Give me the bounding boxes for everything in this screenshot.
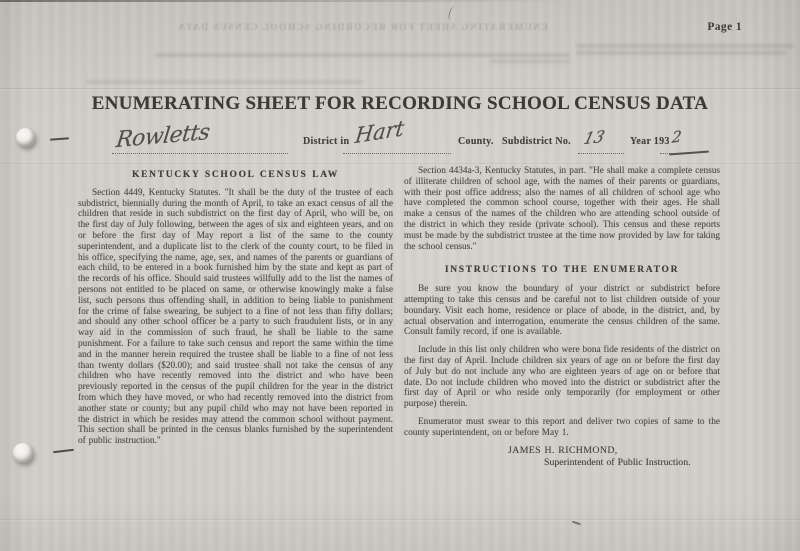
statute-paragraph: Section 4434a-3, Kentucky Statutes, in part. "He shall make a complete census of illiterate children of school age, with the names of their parents or guardians, with their post office address; also the names of all children of school age who have completed the common school course, together with their ages. He shall make a census of the names of the children who are attending school outside of the district in which they reside (private school). This census and these reports must be made by the subdistrict trustee at the time now provided by law for taking the school census." <box>404 166 720 252</box>
bleedthrough-mirrored-title: ENUMERATING SHEET FOR RECORDING SCHOOL CENSUS DATA <box>177 23 548 33</box>
bleedthrough-smudge <box>490 60 570 63</box>
pen-dash-mark <box>50 137 69 141</box>
fill-in-line <box>343 153 451 154</box>
instruction-paragraph: Enumerator must swear to this report and deliver two copies of same to the county superintendent, on or before May 1. <box>404 416 720 438</box>
document-title: ENUMERATING SHEET FOR RECORDING SCHOOL CENSUS DATA <box>91 93 709 114</box>
law-text-paragraph: Section 4449, Kentucky Statutes. "It shall be the duty of the trustee of each subdistrict, biennially during the month of April, to take an exact census of all the children that reside in such subdistrict on the first day of April, who will be, on the first day of July following, between the ages of six and eighteen years, and on or before the first day of May report a list of the same to the county superintendent, and a duplicate list to the clerk of the county court, to be filed in his office, specifying the name, age, sex, and names of the parents or guardians of each child, to be entered in a book furnished him by the state and kept as part of the records of his office. Should said trustees willfully add to the list the names of persons not entitled to be placed on same, or otherwise knowingly make a false list, such persons thus offending shall, in addition to being liable to punishment for the crime of false swearing, be subject to a fine of not less than fifty dollars; and should any other school officer be a party to such fraudulent lists, or in any way aid in the commission of such fraud, he shall be liable to the same punishment. For a failure to take such census and report the same within the time and in the manner herein required the trustee shall be liable to a fine of not less than twenty dollars ($20.00); and said trustee shall not take the census of any children who have recently removed into the district and who have been previously reported in the census of the pupil children for the year in the district from which they have moved, or who had recently removed into the district from another state or county; but any pupil child who may not have been reported in the district in which he resides may attend the common school without payment. This section shall be printed in the census blanks furnished by the superintendent of public instruction." <box>78 187 393 447</box>
instruction-paragraph: Include in this list only children who were bona fide residents of the district on the first day of April. Include children six years of age on or before the first day of July but do not include any who are eighteen years of age on or before that date. Do not include children who moved into the district or subdistrict after the first day of April or who reside only temporarily (for employment or other purpose) therein. <box>404 345 720 410</box>
county-label: County. <box>458 136 494 147</box>
ink-squiggle <box>447 5 458 21</box>
scan-top-edge-shadow <box>0 0 575 2</box>
fill-in-line <box>112 153 288 154</box>
year-label: Year 193 <box>630 136 670 147</box>
district-label: District in <box>303 136 350 147</box>
crease-line <box>0 519 800 520</box>
signature-title: Superintendent of Public Instruction. <box>544 457 691 469</box>
right-column <box>404 166 720 469</box>
kentucky-law-heading: KENTUCKY SCHOOL CENSUS LAW <box>132 170 339 180</box>
county-name-handwritten: Hart <box>353 115 406 149</box>
subdistrict-label: Subdistrict No. <box>502 136 571 147</box>
ink-speck <box>572 521 581 526</box>
instruction-paragraph: Be sure you know the boundary of your district or subdistrict before attempting to take this census and be careful not to list children outside of your boundary. Visit each home, residence or place of abode, in the district, and, by actual observation and interrogation, enumerate the census children of the same. Consult family record, if one is available. <box>404 284 720 338</box>
district-name-handwritten: Rowletts <box>114 119 212 154</box>
year-digit-handwritten: 2 <box>671 127 683 147</box>
instructions-heading: INSTRUCTIONS TO THE ENUMERATOR <box>444 265 680 276</box>
bleedthrough-smudge <box>576 44 794 48</box>
bleedthrough-smudge <box>155 53 570 57</box>
pen-dash-mark <box>53 449 74 454</box>
pen-underline-stroke <box>669 151 709 156</box>
signature-name: JAMES H. RICHMOND, <box>508 444 618 456</box>
hole-punch <box>16 128 35 147</box>
fill-in-line <box>578 153 624 154</box>
hole-punch <box>13 443 33 463</box>
bleedthrough-smudge <box>576 51 786 55</box>
subdistrict-number-handwritten: 13 <box>581 126 607 149</box>
left-column <box>78 170 393 454</box>
page-number: Page 1 <box>707 21 742 33</box>
crease-line <box>0 163 800 164</box>
crease-line <box>0 88 800 89</box>
bleedthrough-smudge <box>86 80 364 84</box>
header-fill-in-row <box>112 115 732 162</box>
